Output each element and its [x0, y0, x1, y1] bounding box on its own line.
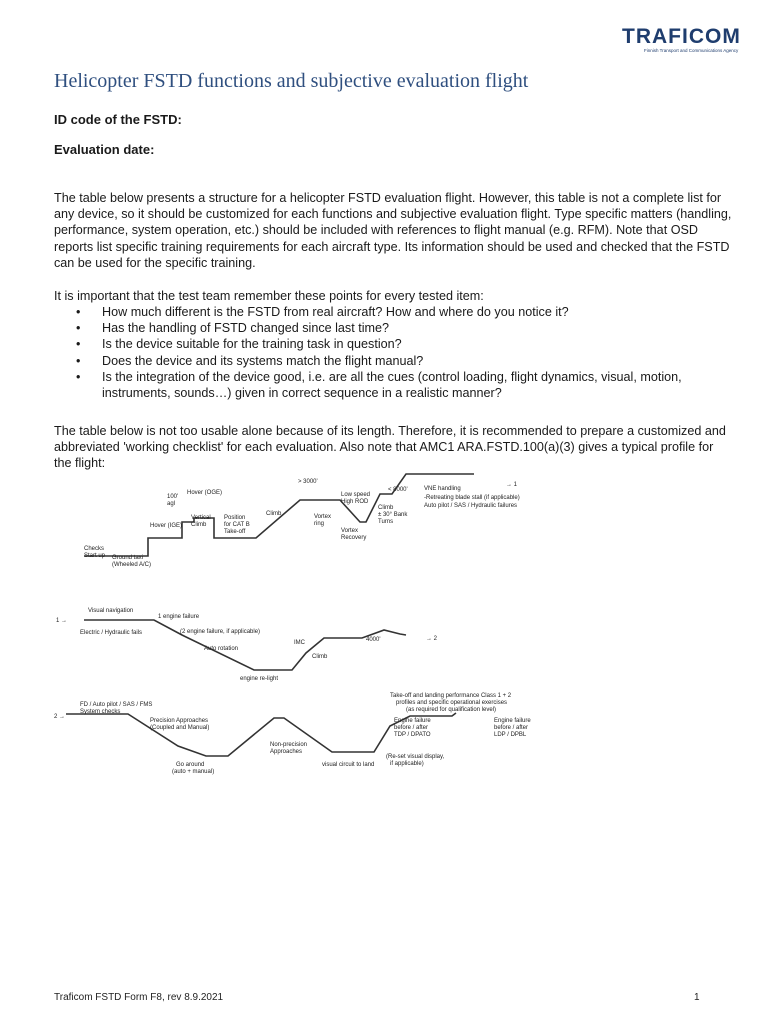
diagram-label: Engine failure — [494, 718, 531, 724]
list-item: • Does the device and its systems match the flight manual? — [54, 353, 734, 369]
diagram-label: if applicable) — [390, 761, 424, 767]
diagram-label: Start up — [84, 553, 106, 559]
diagram-label: IMC — [294, 640, 305, 646]
diagram-label: Turns — [378, 519, 394, 525]
diagram-label: for CAT B — [224, 522, 250, 528]
diagram-label: Vortex — [314, 514, 332, 520]
points-list — [54, 304, 734, 401]
diagram-label: → 2 — [426, 636, 438, 642]
diagram-label: before / after — [394, 725, 429, 731]
footer-form-label: Traficom FSTD Form F8, rev 8.9.2021 — [54, 992, 224, 1003]
diagram-label: < 8000' — [388, 487, 408, 493]
diagram-label: → 1 — [506, 482, 518, 488]
list-item: • How much different is the FSTD from real aircraft? How and where do you notice it? — [54, 304, 734, 320]
diagram-label: Position — [224, 515, 246, 521]
flight-profile-diagram — [54, 470, 536, 782]
diagram-label: FD / Auto pilot / SAS / FMS — [80, 702, 153, 708]
diagram-label: visual circuit to land — [322, 762, 375, 768]
diagram-label: Ground taxi — [112, 555, 144, 561]
diagram-label: Auto rotation — [204, 646, 239, 652]
diagram-label: 1 → — [56, 618, 68, 624]
diagram-label: ± 30° Bank — [378, 512, 408, 518]
diagram-label: Checks — [84, 546, 105, 552]
points-intro-paragraph: It is important that the test team remember these points for every tested item: — [54, 289, 484, 303]
diagram-label: Low speed — [341, 492, 371, 498]
diagram-label: > 3000' — [298, 479, 318, 485]
diagram-label: Vertical — [191, 515, 211, 521]
diagram-label: (Coupled and Manual) — [150, 725, 210, 731]
id-code-label: ID code of the FSTD: — [54, 112, 182, 127]
diagram-label: Visual navigation — [88, 608, 134, 614]
diagram-label: System checks — [80, 709, 121, 715]
diagram-label: Precision Approaches — [150, 718, 209, 724]
diagram-label: Auto pilot / SAS / Hydraulic failures — [424, 503, 518, 509]
diagram-label: Climb — [312, 654, 328, 660]
intro-paragraph: The table below presents a structure for a helicopter FSTD evaluation flight. However, this table is not a complete list for any device, so it should be customized for each functions and subjective evaluation flight. Type specific matters (handling, performance, system operation, etc.) should be included with references to flight manual (e.g. RFM). Note that OSD reports list specific training requirements for each aircraft type. Its information should be used and checked that the FSTD can be used for the specific training. — [54, 191, 732, 270]
diagram-label: Electric / Hydraulic fails — [80, 630, 143, 636]
diagram-label: 100' — [167, 494, 179, 500]
diagram-label: Take-off — [224, 529, 246, 535]
diagram-label: Hover (IGE) — [150, 523, 183, 529]
diagram-label: 2 → — [54, 714, 66, 720]
diagram-label: (Wheeled A/C) — [112, 562, 152, 568]
diagram-label: ring — [314, 521, 325, 527]
diagram-label: Engine failure — [394, 718, 431, 724]
diagram-label: (Re-set visual display, — [386, 754, 445, 760]
diagram-label: Climb — [266, 511, 282, 517]
diagram-label: Approaches — [270, 749, 303, 755]
diagram-label: profiles and specific operational exercises — [396, 700, 508, 706]
list-item: • Is the device suitable for the training task in question? — [54, 336, 734, 352]
list-item: • Has the handling of FSTD changed since last time? — [54, 320, 734, 336]
diagram-label: engine re-light — [240, 676, 279, 682]
checklist-paragraph: The table below is not too usable alone because of its length. Therefore, it is recommended to prepare a customized and abbreviated 'working checklist' for each evaluation. Also note that AMC1 ARA.FSTD.100(a)(3) gives a typical profile for the flight: — [54, 424, 726, 471]
profile-line-row2 — [84, 620, 406, 670]
logo-wordmark: TRAFICOM — [622, 25, 741, 48]
diagram-label: Climb — [191, 522, 207, 528]
diagram-label: before / after — [494, 725, 529, 731]
evaluation-date-label: Evaluation date: — [54, 142, 155, 157]
diagram-label: agl — [167, 501, 176, 507]
diagram-label: (auto + manual) — [172, 769, 215, 775]
logo-subtitle: Finnish Transport and Communications Agency — [644, 48, 739, 53]
traficom-logo — [622, 26, 742, 56]
diagram-label: Take-off and landing performance Class 1 + 2 — [390, 693, 512, 699]
page-number: 1 — [694, 992, 700, 1003]
diagram-label: Recovery — [341, 535, 367, 541]
diagram-label: 1 engine failure — [158, 614, 200, 620]
diagram-label: Vortex — [341, 528, 359, 534]
diagram-label: Go around — [176, 762, 205, 768]
diagram-label: High ROD — [341, 499, 369, 505]
list-item: • Is the integration of the device good, i.e. are all the cues (control loading, flight dynamics, visual, motion, instruments, sounds…) given in correct sequence in a realistic manner? — [54, 369, 734, 401]
diagram-label: Hover (OGE) — [187, 490, 223, 496]
diagram-label: -Retreating blade stall (if applicable) — [424, 495, 520, 501]
diagram-label: Climb — [378, 505, 394, 511]
diagram-label: TDP / DPATO — [394, 732, 431, 738]
diagram-label: Non-precision — [270, 742, 308, 748]
diagram-label: (2 engine failure, if applicable) — [180, 629, 261, 635]
diagram-label: LDP / DPBL — [494, 732, 527, 738]
diagram-label: (as required for qualification level) — [406, 707, 497, 713]
diagram-label: 4000' — [366, 637, 381, 643]
page-title: Helicopter FSTD functions and subjective evaluation flight — [54, 70, 529, 92]
diagram-label: VNE handling — [424, 486, 461, 492]
